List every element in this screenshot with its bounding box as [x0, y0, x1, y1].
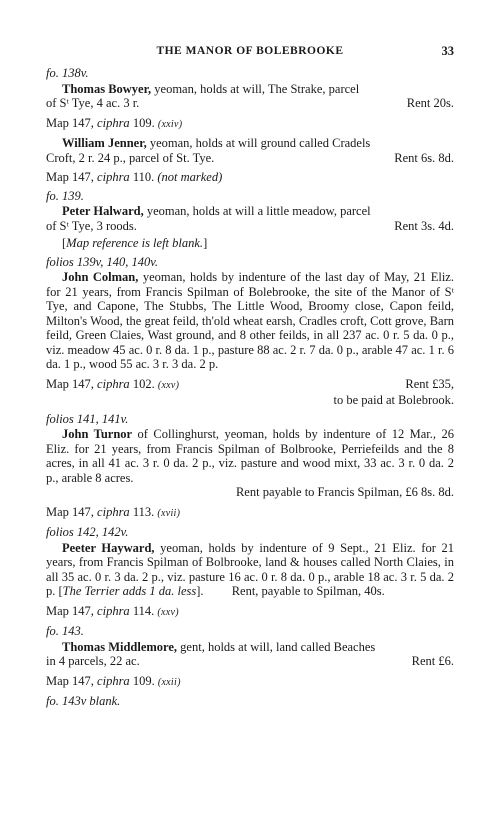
map-label: Map 147,	[46, 504, 94, 519]
entry-thomas-bowyer	[46, 66, 454, 132]
entry-description: yeoman, holds at will a little meadow, parcel	[143, 204, 371, 218]
entry-description-cont: in 4 parcels, 22 ac.	[46, 654, 140, 668]
map-number: 110.	[132, 170, 155, 184]
rent-note: to be paid at Bolebrook.	[333, 393, 454, 407]
rent-amount: Rent 20s.	[406, 96, 454, 110]
ciphra-label: ciphra	[97, 673, 130, 688]
map-number: 102.	[132, 376, 155, 391]
folio-reference: fo. 143v blank.	[46, 694, 121, 708]
note-text: Map reference is left blank.	[66, 236, 204, 250]
rent-amount: Rent 6s. 8d.	[394, 150, 454, 165]
folio-reference: fo. 143.	[46, 624, 84, 638]
map-reference	[46, 604, 454, 621]
rent-line	[46, 654, 454, 669]
map-number: 109.	[132, 673, 155, 688]
entry-john-colman	[46, 255, 454, 408]
entry-text	[46, 427, 454, 485]
map-reference	[46, 116, 454, 133]
entry-text	[46, 270, 454, 372]
entry-description-cont: Croft, 2 r. 24 p., parcel of St. Tye.	[46, 150, 215, 165]
tenant-name: Thomas Bowyer,	[62, 81, 152, 96]
map-code: (xxv)	[157, 379, 180, 391]
map-reference	[46, 674, 454, 691]
folio-reference: fo. 138v.	[46, 66, 89, 80]
ciphra-label: ciphra	[97, 376, 130, 391]
map-label: Map 147,	[46, 376, 94, 391]
map-reference	[46, 505, 454, 522]
map-number: 109.	[132, 115, 155, 130]
ciphra-label: ciphra	[97, 504, 130, 519]
entry-description: of Collinghurst, yeoman, holds by indenture of 12 Mar., 26 Eliz. for 21 years, from Francis Spilman of Bolbrooke, Perriefeilds and the 8 acres, in all 41 ac. 3 r. 0 da. 2 p., viz. pasture and wood mixt, 33 ac. 3 r. 0 da. 2 p., arable 8 acres.	[46, 427, 454, 485]
map-code: (xxiv)	[157, 118, 183, 130]
editorial-note: [Map reference is left blank.]	[62, 236, 208, 250]
terrier-note: The Terrier adds 1 da. less	[62, 584, 197, 598]
map-code: (xxii)	[157, 676, 181, 688]
map-label: Map 147,	[46, 170, 94, 184]
rent-line	[46, 151, 454, 166]
map-label: Map 147,	[46, 673, 94, 688]
map-reference	[46, 170, 454, 185]
map-label: Map 147,	[46, 603, 94, 618]
bracket-close: ].	[196, 584, 204, 598]
tenant-name: John Colman,	[62, 270, 139, 284]
rent-line	[46, 219, 454, 234]
folio-reference: fo. 139.	[46, 188, 84, 203]
map-label: Map 147,	[46, 115, 94, 130]
page-number: 33	[441, 44, 454, 58]
ciphra-label: ciphra	[97, 603, 130, 618]
rent-amount: Rent, payable to Spilman, 40s.	[231, 584, 385, 598]
map-code: (xvii)	[157, 507, 181, 519]
entry-description: yeoman, holds by indenture of the last day of May, 21 Eliz. for 21 years, from Francis Spilman of Bolebrooke, the site of the Manor of Sᵗ Tye, and Capone, The Stubbs, The Little Wood, Broomy close, Capon feild, Milton's Wood, the great feild, th'old wheat earsh, Cradles croft, Cott grove, Barn feild, Green Claies, Wast ground, and 8 other feilds, in all 237 ac. 0 r. 5 da. 0 p., viz. meadow 45 ac. 0 r. 8 da. 1 p., pasture 88 ac. 2 r. 7 da. 0 p., arable 47 ac. 1 r. 6 da. 1 p., wood 55 ac. 3 r. 3 da. 2 p.	[46, 270, 454, 371]
tenant-name: William Jenner,	[62, 136, 147, 150]
folio-reference: folios 141, 141v.	[46, 411, 129, 426]
entry-text	[46, 541, 454, 599]
tenant-name: Peter Halward,	[62, 204, 144, 218]
entry-blank-folio	[46, 694, 454, 709]
page-header	[46, 44, 454, 60]
entry-john-turnor	[46, 412, 454, 522]
entry-peeter-hayward	[46, 525, 454, 620]
entry-description: gent, holds at will, land called Beaches	[177, 639, 376, 654]
folio-reference: folios 139v, 140, 140v.	[46, 254, 159, 269]
rent-amount: Rent 3s. 4d.	[394, 218, 454, 233]
tenant-name: John Turnor	[62, 427, 133, 441]
entry-description-cont: of Sᵗ Tye, 3 roods.	[46, 218, 137, 233]
rent-amount: Rent £6.	[411, 654, 454, 668]
map-reference	[46, 377, 454, 394]
entry-description: yeoman, holds at will ground called Cradels	[146, 136, 371, 150]
tenant-name: Thomas Middlemore,	[62, 639, 178, 654]
entry-peter-halward	[46, 189, 454, 251]
entry-text	[46, 82, 454, 97]
map-code: (not marked)	[157, 170, 223, 184]
map-code: (xxv)	[157, 606, 179, 618]
map-number: 114.	[132, 603, 155, 618]
entry-thomas-middlemore	[46, 624, 454, 690]
rent-line	[46, 96, 454, 111]
entry-text	[46, 640, 454, 655]
running-title: THE MANOR OF BOLEBROOKE	[156, 45, 344, 57]
entry-description: yeoman, holds at will, The Strake, parcel	[151, 81, 360, 96]
rent-amount: Rent payable to Francis Spilman, £6 8s. 8d.	[235, 485, 454, 499]
rent-amount: Rent £35,	[405, 376, 454, 391]
entry-text	[46, 136, 454, 151]
ciphra-label: ciphra	[97, 115, 130, 130]
tenant-name: Peeter Hayward,	[62, 540, 155, 555]
entry-description-cont: of Sᵗ Tye, 4 ac. 3 r.	[46, 96, 140, 110]
map-number: 113.	[132, 504, 155, 519]
entry-william-jenner	[46, 136, 454, 185]
ciphra-label: ciphra	[97, 170, 130, 184]
page-body	[46, 66, 454, 713]
entry-description: yeoman, holds by indenture of 9 Sept., 21 Eliz. for 21 years, from Francis Spilman of Bolbrooke, land & houses called North Claies, in all 35 ac. 0 r. 3 da. 2 p., viz. pasture 16 ac. 0 r. 8 da. 0 p., arable 18 ac. 3 r. 5 da. 2 p.	[46, 540, 455, 598]
folio-reference: folios 142, 142v.	[46, 525, 129, 539]
entry-text	[46, 204, 454, 219]
bracket-open: [	[58, 584, 63, 598]
